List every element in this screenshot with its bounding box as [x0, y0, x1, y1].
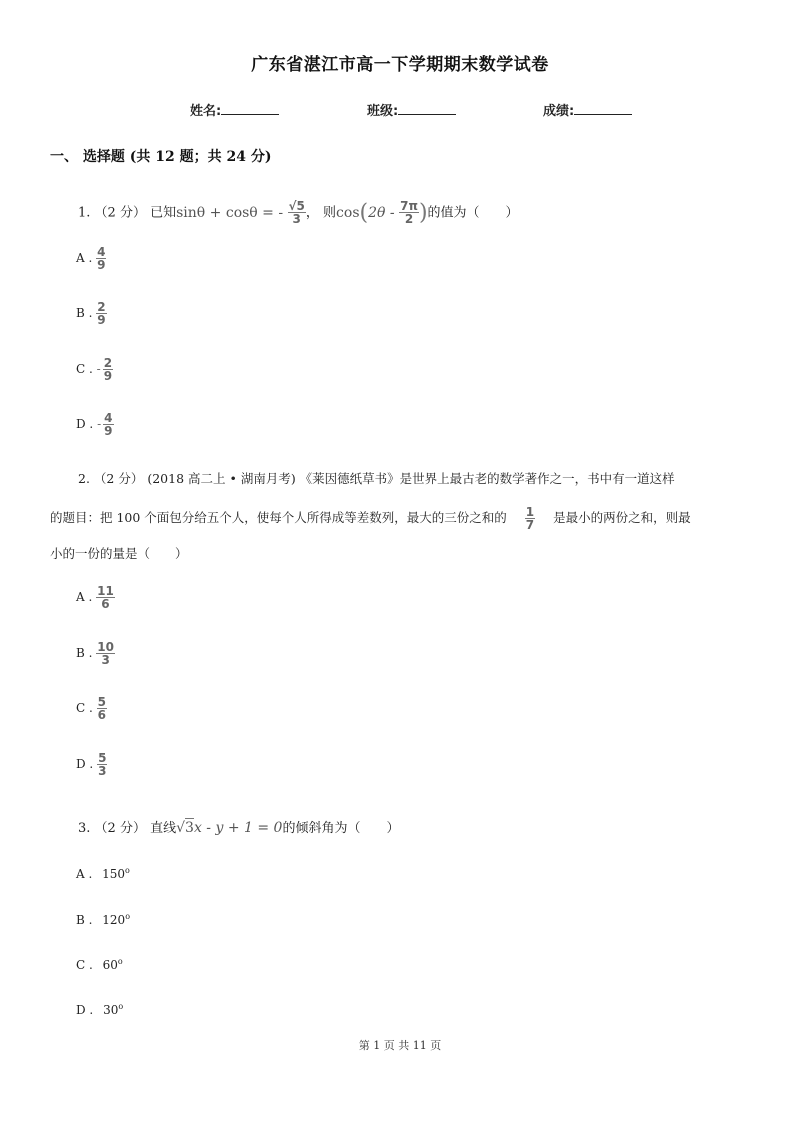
question-2-line1 [78, 469, 675, 487]
score-blank [574, 102, 632, 115]
class-label: 班级: [367, 104, 399, 119]
question-1 [78, 200, 519, 225]
fraction: $\frac{2}{9}$ [103, 356, 113, 383]
name-field [190, 100, 279, 119]
page-footer: 第 1 页 共 11 页 [358, 1039, 442, 1052]
option-2c[interactable]: C . $\frac{5}{6}$ [76, 695, 106, 722]
name-blank [221, 102, 279, 115]
fraction: $\frac{5}{3}$ [98, 751, 107, 778]
class-blank [398, 102, 456, 115]
fraction: $\frac{√5}{3}$ [288, 199, 305, 226]
fraction: $\frac{4}{9}$ [104, 411, 113, 438]
option-1d[interactable]: D . - $\frac{4}{9}$ [76, 411, 113, 438]
fraction: $\frac{10}{3}$ [97, 640, 114, 667]
section-heading: 一、 选择题 (共 12 题；共 24 分) [50, 149, 272, 165]
option-3d[interactable]: D . 30$^o$ [76, 1002, 124, 1017]
option-1c[interactable]: C . - $\frac{2}{9}$ [76, 356, 113, 383]
question-score: （2 分） [94, 821, 146, 836]
fraction: $\frac{5}{6}$ [97, 695, 106, 722]
question-suffix: 的倾斜角为（ ） [282, 821, 400, 836]
formula-line: √3x - y + 1 = 0 [176, 820, 283, 836]
option-1b[interactable]: B . $\frac{2}{9}$ [76, 300, 106, 327]
fraction: $\frac{7\pi}{2}$ [400, 199, 418, 226]
option-3c[interactable]: C . 60$^o$ [76, 957, 123, 972]
question-2-line3: 小的一份的量是（ ） [50, 546, 188, 561]
question-suffix: 的值为（ ） [427, 205, 519, 221]
fraction: $\frac{2}{9}$ [97, 300, 106, 327]
question-2-line2: 的题目：把 100 个面包分给五个人，使每个人所得成等差数列，最大的三份之和的 $\frac{1}{7}$ 是最小的两份之和，则最 [50, 505, 691, 532]
option-2a[interactable]: A . $\frac{11}{6}$ [76, 584, 114, 611]
fraction: $\frac{4}{9}$ [97, 245, 106, 272]
option-3a[interactable]: A . 150$^o$ [76, 866, 130, 881]
option-2b[interactable]: B . $\frac{10}{3}$ [76, 640, 114, 667]
question-3 [78, 817, 399, 836]
option-1a[interactable]: A . $\frac{4}{9}$ [76, 245, 106, 272]
question-score: （2 分） [94, 205, 146, 221]
option-2d[interactable]: D . $\frac{5}{3}$ [76, 751, 107, 778]
score-label: 成绩: [543, 104, 575, 119]
question-number: 3. [78, 821, 91, 836]
question-score: （2 分） [93, 471, 144, 486]
page-title: 广东省湛江市高一下学期期末数学试卷 [251, 55, 549, 75]
class-field [367, 100, 456, 119]
question-prefix: 直线 [150, 821, 177, 836]
question-middle: ， 则 [305, 205, 337, 221]
formula-sin-cos: sinθ + cosθ = - $\frac{√5}{3}$ [176, 199, 305, 226]
score-field [543, 100, 632, 119]
question-prefix: 已知 [150, 205, 177, 221]
fraction: $\frac{1}{7}$ [525, 505, 535, 532]
fraction: $\frac{11}{6}$ [97, 584, 114, 611]
name-label: 姓名: [190, 104, 222, 119]
question-text: (2018 高二上 • 湖南月考) 《莱因德纸草书》是世界上最古老的数学著作之一，书中有一道这样 [147, 471, 675, 486]
question-number: 1. [78, 205, 91, 221]
formula-cos: cos(2θ - $\frac{7\pi}{2}$ ) [336, 199, 428, 226]
question-number: 2. [78, 471, 90, 486]
option-3b[interactable]: B . 120$^o$ [76, 912, 131, 927]
